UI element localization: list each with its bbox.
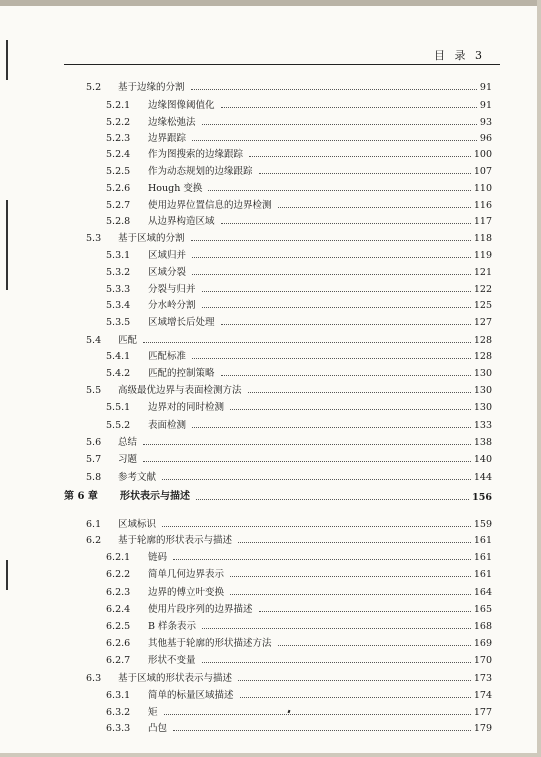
toc-page-number: 161: [473, 534, 492, 546]
toc-leader-dots: [164, 714, 471, 715]
scan-border-bottom: [0, 753, 541, 757]
toc-page-number: 161: [473, 568, 492, 580]
toc-page-number: 168: [473, 620, 492, 632]
toc-leader-dots: [191, 240, 471, 241]
toc-leader-dots: [221, 324, 471, 325]
toc-subsection[interactable]: [106, 546, 492, 562]
toc-leader-dots: [238, 680, 471, 681]
toc-title: 分水岭分割: [148, 299, 196, 311]
toc-page-number: 117: [473, 215, 492, 227]
toc-leader-dots: [192, 140, 477, 141]
toc-page-number: 128: [473, 350, 492, 362]
toc-page-number: 107: [473, 165, 492, 177]
toc-number: 5.7: [86, 453, 102, 465]
toc-title: 使用边界位置信息的边界检测: [148, 199, 272, 211]
toc-leader-dots: [278, 207, 471, 208]
toc-number: 5.5.1: [106, 401, 131, 413]
toc-number: 6.2.1: [106, 551, 131, 563]
toc-page-number: 140: [473, 453, 492, 465]
toc-leader-dots: [143, 461, 471, 462]
toc-title: 使用片段序列的边界描述: [148, 603, 253, 615]
toc-number: 5.8: [86, 471, 102, 483]
toc-leader-dots: [208, 190, 471, 191]
toc-page-number: 165: [473, 603, 492, 615]
toc-title: 简单几何边界表示: [148, 568, 225, 580]
toc-title: 边界跟踪: [148, 132, 187, 144]
toc-title: 习题: [118, 453, 138, 465]
toc-subsection[interactable]: [106, 632, 492, 648]
toc-title: 匹配标准: [148, 350, 187, 362]
toc-page-number: 96: [479, 132, 492, 144]
toc-leader-dots: [230, 576, 471, 577]
toc-number: 5.2.7: [106, 199, 131, 211]
toc-section[interactable]: [86, 529, 492, 545]
toc-number: 5.2.3: [106, 132, 131, 144]
toc-title: 边缘松弛法: [148, 116, 196, 128]
toc-leader-dots: [230, 594, 471, 595]
header-rule: [64, 64, 500, 65]
toc-number: 6.2: [86, 534, 102, 546]
toc-title: 作为图搜索的边缘跟踪: [148, 148, 244, 160]
toc-subsection[interactable]: [106, 111, 492, 127]
toc-leader-dots: [173, 730, 471, 731]
toc-page-number: 128: [473, 334, 492, 346]
toc-subsection[interactable]: [106, 563, 492, 579]
toc-page-number: 133: [473, 419, 492, 431]
toc-page-number: 159: [473, 518, 492, 530]
toc-subsection[interactable]: [106, 701, 492, 717]
toc-page-number: 138: [473, 436, 492, 448]
toc-title: 形状不变量: [148, 654, 196, 666]
toc-subsection[interactable]: [106, 311, 492, 327]
toc-leader-dots: [196, 499, 469, 500]
toc-section[interactable]: [86, 431, 492, 447]
toc-number: 5.3.4: [106, 299, 131, 311]
toc-number: 6.1: [86, 518, 102, 530]
toc-number: 6.3: [86, 672, 102, 684]
toc-title: 作为动态规划的边缘跟踪: [148, 165, 253, 177]
toc-title: 表面检测: [148, 419, 187, 431]
toc-section[interactable]: [86, 466, 492, 482]
toc-subsection[interactable]: [106, 396, 492, 412]
toc-title: 分裂与归并: [148, 283, 196, 295]
toc-number: 5.2.4: [106, 148, 131, 160]
toc-number: 6.2.6: [106, 637, 131, 649]
toc-page-number: 91: [479, 81, 492, 93]
toc-number: 6.2.4: [106, 603, 131, 615]
toc-subsection[interactable]: [106, 717, 492, 733]
toc-page-number: 93: [479, 116, 492, 128]
toc-title: 匹配的控制策略: [148, 367, 215, 379]
toc-title: 高级最优边界与表面检测方法: [118, 384, 242, 396]
toc-subsection[interactable]: [106, 414, 492, 430]
toc-leader-dots: [202, 307, 471, 308]
toc-page-number: 177: [473, 706, 492, 718]
toc-number: 5.2.6: [106, 182, 131, 194]
binding-mark: [6, 560, 8, 590]
toc-number: 5.2: [86, 81, 102, 93]
toc-title: 边缘图像阈值化: [148, 99, 215, 111]
toc-leader-dots: [202, 628, 471, 629]
toc-section[interactable]: [86, 329, 492, 345]
toc-subsection[interactable]: [106, 362, 492, 378]
toc-leader-dots: [259, 173, 471, 174]
toc-number: 5.2.2: [106, 116, 131, 128]
toc-title: 矩: [148, 706, 158, 718]
toc-page-number: 116: [473, 199, 492, 211]
toc-page-number: 110: [473, 182, 492, 194]
toc-subsection[interactable]: [106, 127, 492, 143]
toc-number: 5.3.5: [106, 316, 131, 328]
toc-title: 区域增长后处理: [148, 316, 215, 328]
toc-subsection[interactable]: [106, 294, 492, 310]
toc-title: 其他基于轮廓的形状描述方法: [148, 637, 272, 649]
toc-subsection[interactable]: [106, 244, 492, 260]
toc-leader-dots: [221, 107, 477, 108]
toc-section[interactable]: [86, 513, 492, 529]
toc-title: 基于区域的形状表示与描述: [118, 672, 233, 684]
toc-page-number: 100: [473, 148, 492, 160]
toc-leader-dots: [202, 662, 471, 663]
toc-section[interactable]: [86, 667, 492, 683]
toc-leader-dots: [221, 223, 471, 224]
toc-title: Hough 变换: [148, 182, 203, 194]
toc-page-number: 119: [473, 249, 492, 261]
toc-subsection[interactable]: [106, 615, 492, 631]
toc-subsection[interactable]: [106, 684, 492, 700]
toc-title: B 样条表示: [148, 620, 197, 632]
binding-mark: [6, 40, 8, 80]
toc-leader-dots: [240, 697, 471, 698]
toc-subsection[interactable]: [106, 194, 492, 210]
toc-chapter[interactable]: [64, 486, 492, 502]
toc-subsection[interactable]: [106, 210, 492, 226]
toc-title: 凸包: [148, 722, 168, 734]
toc-leader-dots: [192, 257, 471, 258]
toc-page-number: 130: [473, 384, 492, 396]
toc-leader-dots: [259, 611, 471, 612]
toc-leader-dots: [202, 124, 477, 125]
toc-page-number: 144: [473, 471, 492, 483]
toc-number: 5.4.2: [106, 367, 131, 379]
toc-page-number: 170: [473, 654, 492, 666]
toc-number: 6.3.2: [106, 706, 131, 718]
toc-subsection[interactable]: [106, 581, 492, 597]
toc-page-number: 91: [479, 99, 492, 111]
toc-number: 5.4.1: [106, 350, 131, 362]
toc-title: 边界的傅立叶变换: [148, 586, 225, 598]
toc-title: 匹配: [118, 334, 138, 346]
toc-title: 参考文献: [118, 471, 157, 483]
toc-subsection[interactable]: [106, 649, 492, 665]
toc-number: 5.2.1: [106, 99, 131, 111]
toc-subsection[interactable]: [106, 143, 492, 159]
toc-page-number: 173: [473, 672, 492, 684]
toc-leader-dots: [278, 645, 471, 646]
toc-title: 基于区域的分割: [118, 232, 185, 244]
toc-page-number: 161: [473, 551, 492, 563]
toc-page-number: 122: [473, 283, 492, 295]
toc-page-number: 121: [473, 266, 492, 278]
toc-leader-dots: [191, 89, 477, 90]
toc-leader-dots: [238, 542, 471, 543]
toc-page-number: 118: [473, 232, 492, 244]
toc-section[interactable]: [86, 76, 492, 92]
binding-mark: [6, 200, 8, 290]
toc-number: 6.3.1: [106, 689, 131, 701]
toc-page-number: 130: [473, 401, 492, 413]
toc-title: 边界对的同时检测: [148, 401, 225, 413]
toc-number: 5.2.5: [106, 165, 131, 177]
toc-title: 区域分裂: [148, 266, 187, 278]
toc-page-number: 174: [473, 689, 492, 701]
toc-leader-dots: [143, 444, 471, 445]
toc-section[interactable]: [86, 379, 492, 395]
toc-title: 链码: [148, 551, 168, 563]
toc-number: 5.5.2: [106, 419, 131, 431]
toc-number: 5.5: [86, 384, 102, 396]
toc-number: 5.3.1: [106, 249, 131, 261]
toc-subsection[interactable]: [106, 598, 492, 614]
toc-page-number: 169: [473, 637, 492, 649]
toc-leader-dots: [143, 342, 471, 343]
toc-number: 5.2.8: [106, 215, 131, 227]
toc-leader-dots: [249, 156, 471, 157]
toc-number: 5.4: [86, 334, 102, 346]
toc-number: 6.2.5: [106, 620, 131, 632]
toc-leader-dots: [162, 526, 471, 527]
toc-section[interactable]: [86, 227, 492, 243]
toc-leader-dots: [192, 274, 471, 275]
toc-section[interactable]: [86, 448, 492, 464]
scan-border-right: [537, 0, 541, 757]
toc-leader-dots: [173, 559, 471, 560]
toc-subsection[interactable]: [106, 177, 492, 193]
toc-subsection[interactable]: [106, 278, 492, 294]
toc-page-number: 127: [473, 316, 492, 328]
toc-title: 基于轮廓的形状表示与描述: [118, 534, 233, 546]
toc-title: 总结: [118, 436, 138, 448]
toc-page-number: 130: [473, 367, 492, 379]
toc-page-number: 156: [472, 491, 492, 503]
toc-page-number: 125: [473, 299, 492, 311]
toc-subsection[interactable]: [106, 160, 492, 176]
toc-subsection[interactable]: [106, 345, 492, 361]
toc-title: 区域标识: [118, 518, 157, 530]
toc-number: 6.2.7: [106, 654, 131, 666]
toc-number: 6.2.2: [106, 568, 131, 580]
toc-leader-dots: [248, 392, 471, 393]
toc-number: 第 6 章: [64, 491, 98, 502]
toc-subsection[interactable]: [106, 261, 492, 277]
running-header: 目 录 3: [434, 49, 485, 62]
toc-number: 6.2.3: [106, 586, 131, 598]
toc-leader-dots: [230, 409, 471, 410]
toc-number: 5.3.2: [106, 266, 131, 278]
scan-border-top: [0, 0, 541, 6]
toc-number: 5.6: [86, 436, 102, 448]
toc-leader-dots: [221, 375, 471, 376]
toc-title: 基于边缘的分割: [118, 81, 185, 93]
toc-page-number: 164: [473, 586, 492, 598]
toc-title: 区域归并: [148, 249, 187, 261]
toc-leader-dots: [162, 479, 471, 480]
toc-number: 5.3: [86, 232, 102, 244]
toc-number: 5.3.3: [106, 283, 131, 295]
toc-leader-dots: [192, 358, 471, 359]
toc-title: 从边界构造区域: [148, 215, 215, 227]
toc-title: 简单的标量区域描述: [148, 689, 234, 701]
toc-number: 6.3.3: [106, 722, 131, 734]
toc-subsection[interactable]: [106, 94, 492, 110]
toc-leader-dots: [202, 291, 471, 292]
toc-title: 形状表示与描述: [120, 491, 190, 502]
toc-leader-dots: [192, 427, 471, 428]
toc-page-number: 179: [473, 722, 492, 734]
